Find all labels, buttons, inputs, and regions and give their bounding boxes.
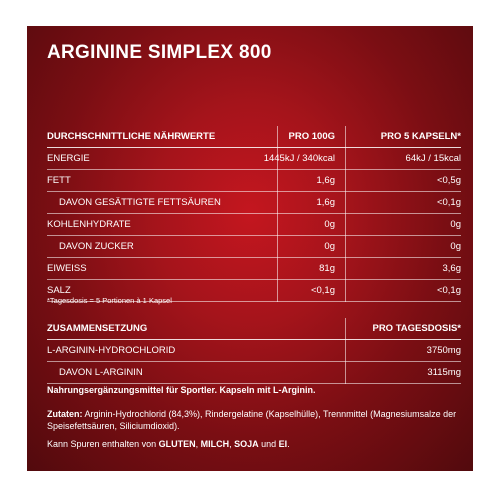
nutrient-per-serving: 64kJ / 15kcal <box>405 153 461 164</box>
ingredients-label: Zutaten: <box>47 409 83 419</box>
nutrient-per-100g: 0g <box>324 219 335 230</box>
product-description: Nahrungsergänzungsmittel für Sportler. Kapseln mit L-Arginin. <box>47 385 316 395</box>
nutrient-label: ENERGIE <box>47 153 90 164</box>
per-serving-header: PRO 5 KAPSELN* <box>380 131 461 142</box>
nutrition-row-energie <box>47 148 461 170</box>
allergen-milch: MILCH <box>200 439 230 449</box>
allergen-separator: , <box>229 439 235 449</box>
nutrient-label: DAVON ZUCKER <box>59 241 134 252</box>
nutrition-row-kohlenhydrate <box>47 214 461 236</box>
nutrient-label: SALZ <box>47 285 71 296</box>
allergen-separator: , <box>195 439 201 449</box>
nutrition-row-zucker <box>47 236 461 258</box>
allergen-suffix: . <box>287 439 290 449</box>
nutrient-per-serving: <0,1g <box>436 197 461 208</box>
nutrient-per-serving: <0,1g <box>436 285 461 296</box>
composition-value: 3750mg <box>426 345 461 356</box>
nutrient-per-100g: <0,1g <box>310 285 335 296</box>
composition-table <box>47 318 461 384</box>
nutrient-per-100g: 81g <box>319 263 335 274</box>
allergen-ei: EI <box>278 439 288 449</box>
nutrient-per-100g: 1,6g <box>316 175 335 186</box>
nutrient-per-serving: <0,5g <box>436 175 461 186</box>
composition-row-arginin-hcl <box>47 340 461 362</box>
allergen-warning <box>47 438 461 450</box>
nutrition-header-label: DURCHSCHNITTLICHE NÄHRWERTE <box>47 131 216 142</box>
composition-value: 3115mg <box>427 367 461 378</box>
nutrition-table <box>47 126 461 302</box>
composition-label: L-ARGININ-HYDROCHLORID <box>47 345 176 356</box>
nutrient-per-serving: 0g <box>450 241 461 252</box>
serving-footnote: *Tagesdosis = 5 Portionen à 1 Kapsel <box>47 296 172 305</box>
composition-label: DAVON L-ARGININ <box>59 367 143 378</box>
nutrient-per-100g: 1445kJ / 340kcal <box>263 153 335 164</box>
nutrient-label: FETT <box>47 175 71 186</box>
nutrient-label: KOHLENHYDRATE <box>47 219 131 230</box>
ingredients-list: Arginin-Hydrochlorid (84,3%), Rindergelatine (Kapselhülle), Trennmittel (Magnesiumsalze der Speisefettsäuren, Siliciumdioxid). <box>47 409 457 431</box>
nutrient-per-100g: 1,6g <box>316 197 335 208</box>
ingredients-text <box>47 408 461 432</box>
nutrition-row-gesaettigte-fettsaeuren <box>47 192 461 214</box>
allergen-soja: SOJA <box>234 439 259 449</box>
nutrition-row-eiweiss <box>47 258 461 280</box>
nutrient-label: DAVON GESÄTTIGTE FETTSÄUREN <box>59 197 221 208</box>
nutrient-label: EIWEISS <box>47 263 87 274</box>
allergen-gluten: GLUTEN <box>158 439 196 449</box>
product-title: ARGININE SIMPLEX 800 <box>47 42 272 63</box>
composition-row-l-arginin <box>47 362 461 384</box>
nutrient-per-100g: 0g <box>324 241 335 252</box>
nutrient-per-serving: 3,6g <box>442 263 461 274</box>
nutrition-header-row <box>47 126 461 148</box>
composition-header-label: ZUSAMMENSETZUNG <box>47 323 148 334</box>
allergen-separator: und <box>258 439 279 449</box>
allergen-prefix: Kann Spuren enthalten von <box>47 439 159 449</box>
per-daily-dose-header: PRO TAGESDOSIS* <box>372 323 461 334</box>
label-panel <box>27 26 473 471</box>
per-100g-header: PRO 100G <box>288 131 335 142</box>
composition-header-row <box>47 318 461 340</box>
nutrient-per-serving: 0g <box>450 219 461 230</box>
nutrition-row-fett <box>47 170 461 192</box>
